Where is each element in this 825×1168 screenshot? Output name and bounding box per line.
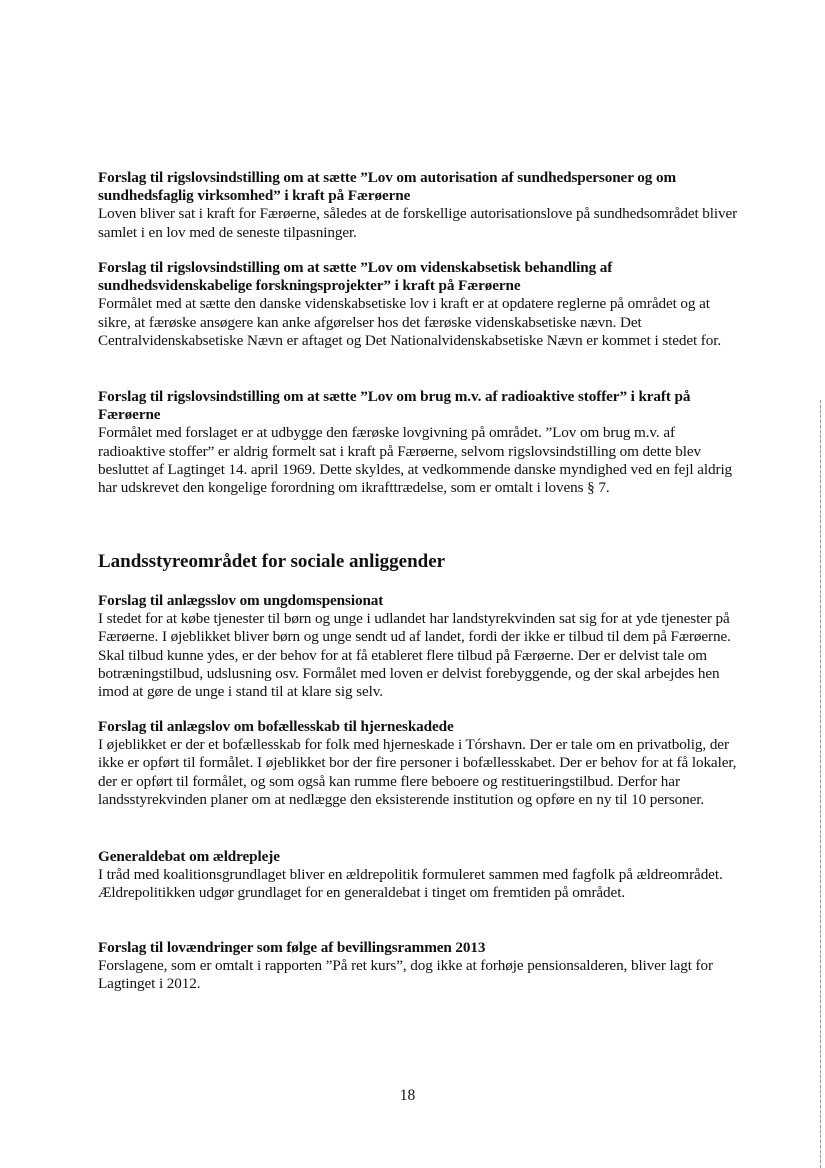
proposal-budget-framework-2013 <box>98 939 738 994</box>
page-number <box>0 1087 825 1105</box>
proposal-authorisation-health-personnel <box>98 169 738 242</box>
proposal-body: Forslagene, som er omtalt i rapporten ”På ret kurs”, dog ikke at forhøje pensionsalderen, bliver lagt for Lagtinget i 2012. <box>98 957 713 993</box>
proposal-body: I stedet for at købe tjenester til børn og unge i udlandet har landstyrekvinden sat sig for at yde tjenester på Færøerne. I øjeblikket bliver børn og unge sendt ud af landet, fordi der ikke er tilbud til dem på Færøerne. Skal tilbud kunne ydes, er der behov for at få etableret flere tilbud på Færøerne. Der er delvist tale om botræningstilbud, udslusning osv. Formålet med loven er delvist forebyggende, og der skal arbejdes hen imod at gøre de unge i stand til at klare sig selv. <box>98 610 731 701</box>
section-heading-social-affairs: Landsstyreområdet for sociale anliggender <box>98 551 446 572</box>
page-number-text: 18 <box>399 1087 416 1104</box>
proposal-title: Forslag til anlægsslov om ungdomspensionat <box>98 592 384 609</box>
general-debate-elderly-care <box>98 848 738 903</box>
proposal-body: Formålet med at sætte den danske videnskabsetiske lov i kraft er at opdatere reglerne på området og at sikre, at færøske ansøgere kan anke afgørelser hos det færøske videnskabsetiske nævn. Det Centralvidenskabsetiske Nævn er aftaget og Det Nationalvidenskabsetiske Nævn er kommet i stedet for. <box>98 295 722 349</box>
proposal-title: Generaldebat om ældrepleje <box>98 848 280 865</box>
proposal-youth-boarding-house <box>98 592 738 701</box>
proposal-scientific-ethics <box>98 259 738 350</box>
proposal-body: I øjeblikket er der et bofællesskab for folk med hjerneskade i Tórshavn. Der er tale om en privatbolig, der ikke er opført til formålet. I øjeblikket bor der fire personer i bofællesskabet. Der er behov for at få lokaler, der er opført til formålet, og som også kan rumme flere beboere og restitueringstilbud. Derfor har landsstyrekvinden planer om at nedlægge den eksisterende institution og opføre en ny til 10 personer. <box>98 736 737 808</box>
proposal-brain-injury-housing <box>98 718 738 809</box>
proposal-body: Formålet med forslaget er at udbygge den færøske lovgivning på området. ”Lov om brug m.v. af radioaktive stoffer” er aldrig formelt sat i kraft på Færøerne, selvom rigslovsindstilling om dette blev besluttet af Lagtinget 14. april 1969. Dette skyldes, at vedkommende danske myndighed ved en fejl aldrig har udskrevet den kongelige forordning om ikrafttrædelse, som er omtalt i lovens § 7. <box>98 424 733 497</box>
proposal-body: Loven bliver sat i kraft for Færøerne, således at de forskellige autorisationslove på sundhedsområdet bliver samlet i en lov med de seneste tilpasninger. <box>98 205 738 241</box>
proposal-radioactive-substances <box>98 388 738 497</box>
scan-edge-line <box>820 400 821 1168</box>
proposal-title: Forslag til lovændringer som følge af bevillingsrammen 2013 <box>98 939 486 956</box>
proposal-title: Forslag til rigslovsindstilling om at sætte ”Lov om videnskabsetisk behandling af sundhedsvidenskabelige forskningsprojekter” i kraft på Færøerne <box>98 259 613 295</box>
proposal-title: Forslag til anlægslov om bofællesskab til hjerneskadede <box>98 718 454 735</box>
proposal-body: I tråd med koalitionsgrundlaget bliver en ældrepolitik formuleret sammen med fagfolk på ældreområdet. Ældrepolitikken udgør grundlaget for en generaldebat i tinget om fremtiden på området. <box>98 866 723 902</box>
proposal-title: Forslag til rigslovsindstilling om at sætte ”Lov om brug m.v. af radioaktive stoffer” i kraft på Færøerne <box>98 388 691 424</box>
proposal-title: Forslag til rigslovsindstilling om at sætte ”Lov om autorisation af sundhedspersoner og om sundhedsfaglig virksomhed” i kraft på Færøerne <box>98 169 676 205</box>
